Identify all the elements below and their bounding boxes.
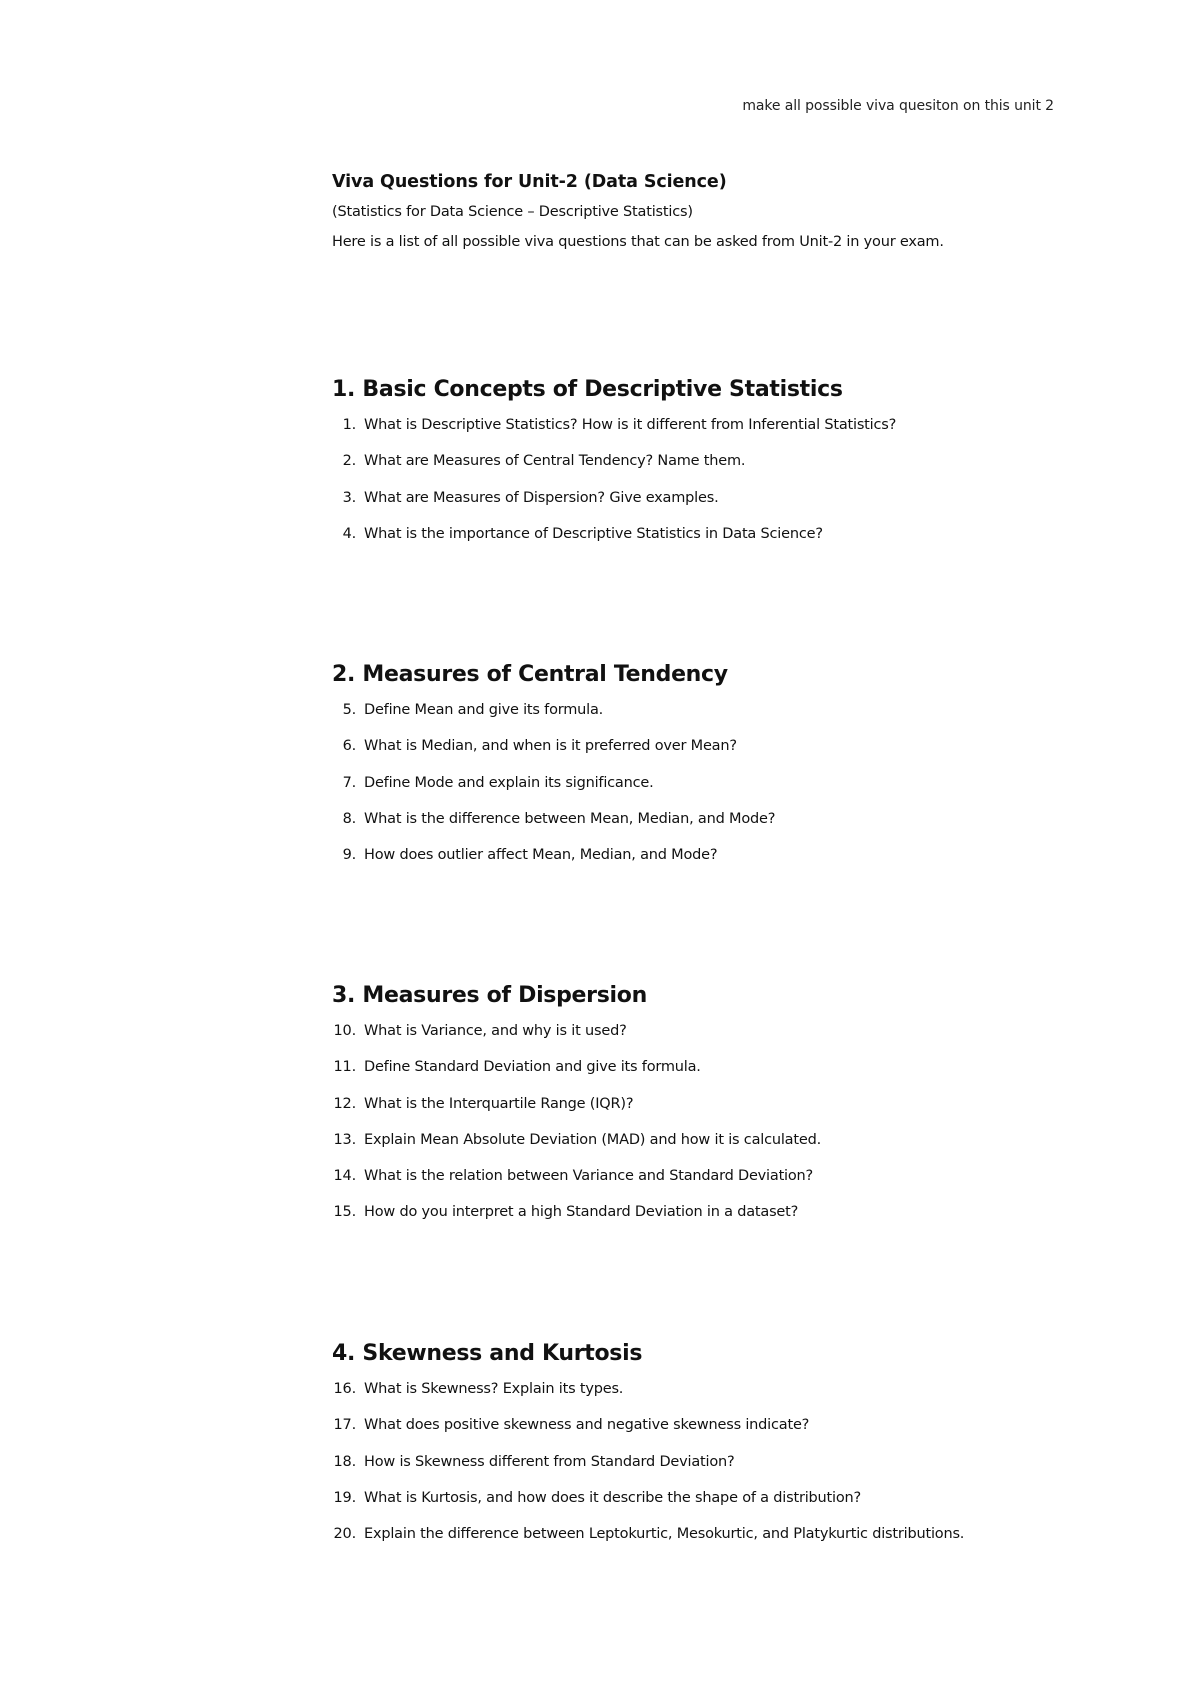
question-text: Define Mean and give its formula. bbox=[364, 702, 604, 718]
question-text: How does outlier affect Mean, Median, and Mode? bbox=[364, 847, 718, 864]
question-number: 19. bbox=[333, 1489, 356, 1506]
question-list bbox=[332, 1380, 1132, 1561]
question-text: What is Median, and when is it preferred over Mean? bbox=[364, 738, 737, 755]
question-number: 18. bbox=[333, 1453, 356, 1470]
question-number: 11. bbox=[333, 1059, 356, 1076]
question-item bbox=[332, 1525, 1132, 1561]
question-item bbox=[332, 1131, 1132, 1167]
question-item bbox=[332, 737, 1132, 773]
question-number: 6. bbox=[342, 738, 356, 755]
question-number: 7. bbox=[342, 774, 356, 791]
question-number: 5. bbox=[342, 702, 356, 718]
question-number: 4. bbox=[342, 525, 356, 542]
question-text: What does positive skewness and negative skewness indicate? bbox=[364, 1417, 810, 1434]
question-text: What is Skewness? Explain its types. bbox=[364, 1381, 624, 1397]
question-item bbox=[332, 810, 1132, 846]
section-heading: 2. Measures of Central Tendency bbox=[332, 662, 728, 687]
question-text: What is Kurtosis, and how does it describe the shape of a distribution? bbox=[364, 1489, 862, 1506]
question-text: Explain the difference between Leptokurtic, Mesokurtic, and Platykurtic distributions. bbox=[364, 1526, 965, 1543]
question-text: Define Standard Deviation and give its formula. bbox=[364, 1059, 701, 1076]
document-title: Viva Questions for Unit-2 (Data Science) bbox=[332, 172, 727, 192]
question-number: 1. bbox=[342, 417, 356, 433]
question-text: Explain Mean Absolute Deviation (MAD) and how it is calculated. bbox=[364, 1131, 821, 1148]
question-number: 8. bbox=[342, 810, 356, 827]
question-text: What is the Interquartile Range (IQR)? bbox=[364, 1095, 634, 1112]
user-prompt: make all possible viva quesiton on this unit 2 bbox=[742, 98, 1054, 114]
question-text: What is the relation between Variance and Standard Deviation? bbox=[364, 1168, 814, 1185]
question-number: 12. bbox=[333, 1095, 356, 1112]
question-text: How do you interpret a high Standard Deviation in a dataset? bbox=[364, 1204, 799, 1221]
document-subtitle: (Statistics for Data Science – Descriptive Statistics) bbox=[332, 204, 693, 220]
question-number: 15. bbox=[333, 1204, 356, 1221]
question-item bbox=[332, 1416, 1132, 1452]
question-list bbox=[332, 416, 1132, 561]
question-item bbox=[332, 1489, 1132, 1525]
question-item bbox=[332, 1167, 1132, 1203]
question-item bbox=[332, 1058, 1132, 1094]
question-item bbox=[332, 489, 1132, 525]
question-text: How is Skewness different from Standard Deviation? bbox=[364, 1453, 735, 1470]
question-item bbox=[332, 1203, 1132, 1239]
question-text: What is Descriptive Statistics? How is it different from Inferential Statistics? bbox=[364, 417, 897, 433]
question-item bbox=[332, 1453, 1132, 1489]
section-dispersion bbox=[332, 983, 1132, 1240]
question-item bbox=[332, 1095, 1132, 1131]
question-number: 16. bbox=[333, 1381, 356, 1397]
question-number: 10. bbox=[333, 1023, 356, 1039]
section-heading: 3. Measures of Dispersion bbox=[332, 983, 647, 1008]
question-item bbox=[332, 701, 1132, 737]
section-skewness-kurtosis bbox=[332, 1341, 1132, 1561]
question-list bbox=[332, 701, 1132, 882]
question-number: 17. bbox=[333, 1417, 356, 1434]
question-item bbox=[332, 846, 1132, 882]
question-number: 9. bbox=[342, 847, 356, 864]
question-number: 14. bbox=[333, 1168, 356, 1185]
question-item bbox=[332, 1380, 1132, 1416]
document-intro: Here is a list of all possible viva questions that can be asked from Unit-2 in your exam. bbox=[332, 234, 944, 250]
question-text: What are Measures of Dispersion? Give examples. bbox=[364, 489, 719, 506]
question-item bbox=[332, 416, 1132, 452]
question-text: Define Mode and explain its significance. bbox=[364, 774, 654, 791]
section-heading: 4. Skewness and Kurtosis bbox=[332, 1341, 643, 1366]
question-number: 20. bbox=[333, 1526, 356, 1543]
question-item bbox=[332, 525, 1132, 561]
question-number: 2. bbox=[342, 453, 356, 470]
question-number: 3. bbox=[342, 489, 356, 506]
question-item bbox=[332, 774, 1132, 810]
document-header bbox=[332, 172, 1092, 250]
question-number: 13. bbox=[333, 1131, 356, 1148]
question-text: What is the difference between Mean, Median, and Mode? bbox=[364, 810, 776, 827]
section-basic-concepts bbox=[332, 377, 1132, 561]
question-item bbox=[332, 1022, 1132, 1058]
question-list bbox=[332, 1022, 1132, 1240]
question-text: What is the importance of Descriptive Statistics in Data Science? bbox=[364, 525, 823, 542]
question-text: What are Measures of Central Tendency? Name them. bbox=[364, 453, 746, 470]
section-heading: 1. Basic Concepts of Descriptive Statistics bbox=[332, 377, 843, 402]
question-item bbox=[332, 452, 1132, 488]
question-text: What is Variance, and why is it used? bbox=[364, 1023, 627, 1039]
section-central-tendency bbox=[332, 662, 1132, 882]
